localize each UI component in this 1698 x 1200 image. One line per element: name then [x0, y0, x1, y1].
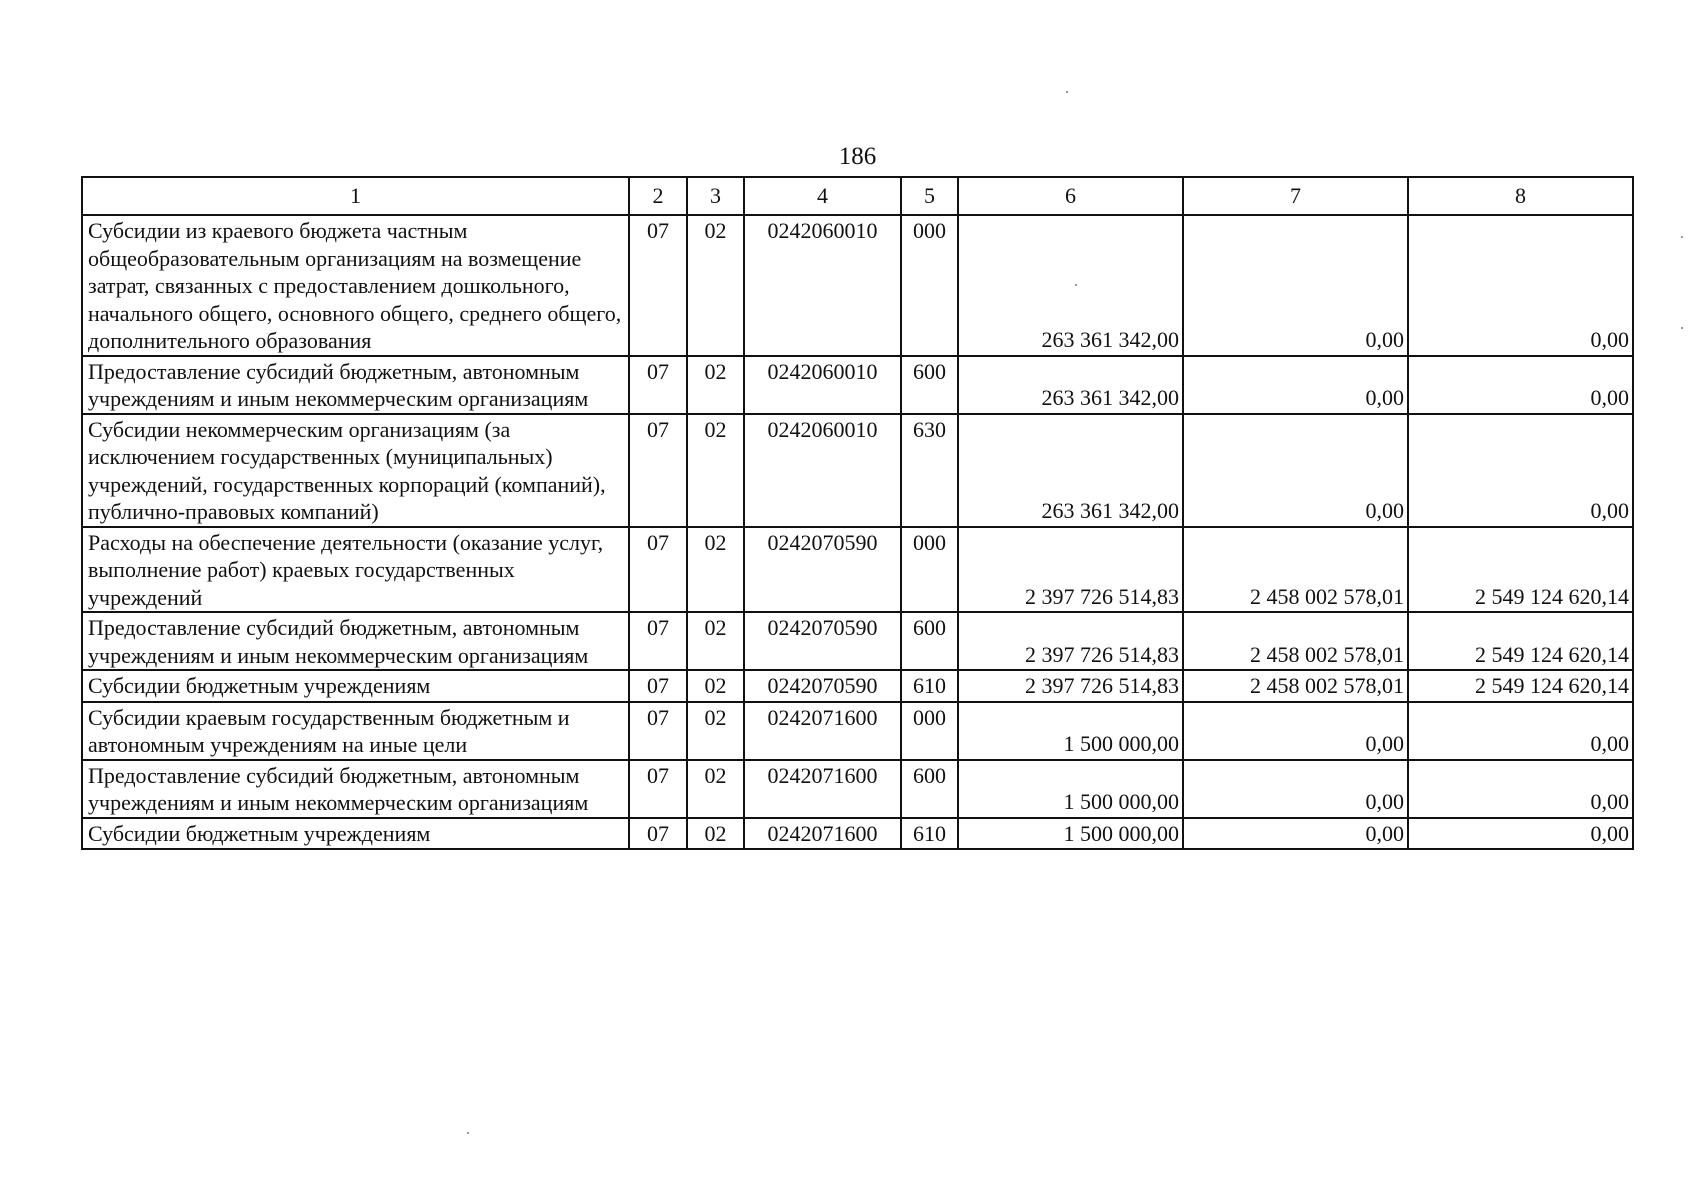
scan-speck: [1075, 284, 1077, 286]
row-expense-type: 600: [901, 356, 958, 414]
row-amount-col-7: 2 458 002 578,01: [1183, 670, 1408, 702]
row-name: Субсидии из краевого бюджета частным общеобразовательным организациям на возмещение затрат, связанных с предоставлением дошкольного, начального общего, основного общего, среднего общего, дополнительного образования: [82, 215, 629, 356]
scan-speck: [1066, 91, 1068, 93]
row-expense-type: 000: [901, 527, 958, 613]
row-section: 07: [629, 527, 687, 613]
row-expense-type: 000: [901, 215, 958, 356]
table-row: [82, 818, 1633, 850]
row-amount-col-8: 2 549 124 620,14: [1408, 670, 1633, 702]
row-section: 07: [629, 356, 687, 414]
row-amount-col-6: 1 500 000,00: [958, 702, 1183, 760]
row-amount-col-7: 0,00: [1183, 414, 1408, 527]
table-row: [82, 760, 1633, 818]
header-col-6: 6: [958, 177, 1183, 215]
row-amount-col-7: 0,00: [1183, 215, 1408, 356]
row-amount-col-6: 263 361 342,00: [958, 215, 1183, 356]
page-number: 186: [838, 143, 877, 170]
row-section: 07: [629, 818, 687, 850]
header-col-7: 7: [1183, 177, 1408, 215]
row-target-code: 0242060010: [744, 356, 901, 414]
row-name: Расходы на обеспечение деятельности (оказание услуг, выполнение работ) краевых государственных учреждений: [82, 527, 629, 613]
row-amount-col-6: 1 500 000,00: [958, 760, 1183, 818]
row-subsection: 02: [687, 527, 744, 613]
table-row: [82, 612, 1633, 670]
row-amount-col-7: 0,00: [1183, 760, 1408, 818]
row-amount-col-7: 0,00: [1183, 818, 1408, 850]
row-amount-col-8: 0,00: [1408, 818, 1633, 850]
scan-speck: [1681, 327, 1683, 329]
row-expense-type: 600: [901, 760, 958, 818]
header-col-2: 2: [629, 177, 687, 215]
row-section: 07: [629, 760, 687, 818]
table-body: [82, 177, 1633, 849]
row-amount-col-8: 0,00: [1408, 356, 1633, 414]
header-col-5: 5: [901, 177, 958, 215]
scan-speck: [467, 1132, 469, 1134]
row-amount-col-8: 0,00: [1408, 702, 1633, 760]
row-amount-col-6: 1 500 000,00: [958, 818, 1183, 850]
row-section: 07: [629, 215, 687, 356]
row-expense-type: 610: [901, 818, 958, 850]
row-amount-col-7: 0,00: [1183, 702, 1408, 760]
header-col-8: 8: [1408, 177, 1633, 215]
budget-table: [81, 176, 1634, 850]
row-name: Субсидии некоммерческим организациям (за исключением государственных (муниципальных) учреждений, государственных корпораций (компаний), публично-правовых компаний): [82, 414, 629, 527]
row-target-code: 0242071600: [744, 760, 901, 818]
row-subsection: 02: [687, 612, 744, 670]
row-name: Предоставление субсидий бюджетным, автономным учреждениям и иным некоммерческим организациям: [82, 760, 629, 818]
row-target-code: 0242071600: [744, 702, 901, 760]
row-amount-col-8: 2 549 124 620,14: [1408, 612, 1633, 670]
table-row: [82, 527, 1633, 613]
header-col-4: 4: [744, 177, 901, 215]
row-subsection: 02: [687, 702, 744, 760]
row-target-code: 0242070590: [744, 670, 901, 702]
row-section: 07: [629, 414, 687, 527]
row-subsection: 02: [687, 818, 744, 850]
header-col-1: 1: [82, 177, 629, 215]
row-section: 07: [629, 612, 687, 670]
row-expense-type: 000: [901, 702, 958, 760]
table-row: [82, 702, 1633, 760]
row-name: Предоставление субсидий бюджетным, автономным учреждениям и иным некоммерческим организациям: [82, 356, 629, 414]
table-row: [82, 356, 1633, 414]
row-amount-col-7: 2 458 002 578,01: [1183, 612, 1408, 670]
row-subsection: 02: [687, 215, 744, 356]
row-amount-col-6: 2 397 726 514,83: [958, 670, 1183, 702]
row-subsection: 02: [687, 356, 744, 414]
table-row: [82, 215, 1633, 356]
row-expense-type: 610: [901, 670, 958, 702]
table-row: [82, 670, 1633, 702]
row-section: 07: [629, 702, 687, 760]
row-target-code: 0242071600: [744, 818, 901, 850]
header-col-3: 3: [687, 177, 744, 215]
row-section: 07: [629, 670, 687, 702]
row-amount-col-8: 2 549 124 620,14: [1408, 527, 1633, 613]
row-amount-col-7: 0,00: [1183, 356, 1408, 414]
scan-speck: [1681, 236, 1683, 238]
row-name: Субсидии бюджетным учреждениям: [82, 670, 629, 702]
row-subsection: 02: [687, 670, 744, 702]
row-target-code: 0242070590: [744, 612, 901, 670]
row-target-code: 0242060010: [744, 215, 901, 356]
table-row: [82, 414, 1633, 527]
row-expense-type: 630: [901, 414, 958, 527]
row-amount-col-6: 263 361 342,00: [958, 414, 1183, 527]
row-amount-col-7: 2 458 002 578,01: [1183, 527, 1408, 613]
row-expense-type: 600: [901, 612, 958, 670]
row-subsection: 02: [687, 414, 744, 527]
row-name: Предоставление субсидий бюджетным, автономным учреждениям и иным некоммерческим организациям: [82, 612, 629, 670]
row-target-code: 0242070590: [744, 527, 901, 613]
row-amount-col-6: 2 397 726 514,83: [958, 527, 1183, 613]
row-amount-col-6: 263 361 342,00: [958, 356, 1183, 414]
row-amount-col-6: 2 397 726 514,83: [958, 612, 1183, 670]
row-name: Субсидии бюджетным учреждениям: [82, 818, 629, 850]
row-name: Субсидии краевым государственным бюджетным и автономным учреждениям на иные цели: [82, 702, 629, 760]
row-amount-col-8: 0,00: [1408, 760, 1633, 818]
row-target-code: 0242060010: [744, 414, 901, 527]
row-subsection: 02: [687, 760, 744, 818]
table-header-row: [82, 177, 1633, 215]
row-amount-col-8: 0,00: [1408, 215, 1633, 356]
row-amount-col-8: 0,00: [1408, 414, 1633, 527]
